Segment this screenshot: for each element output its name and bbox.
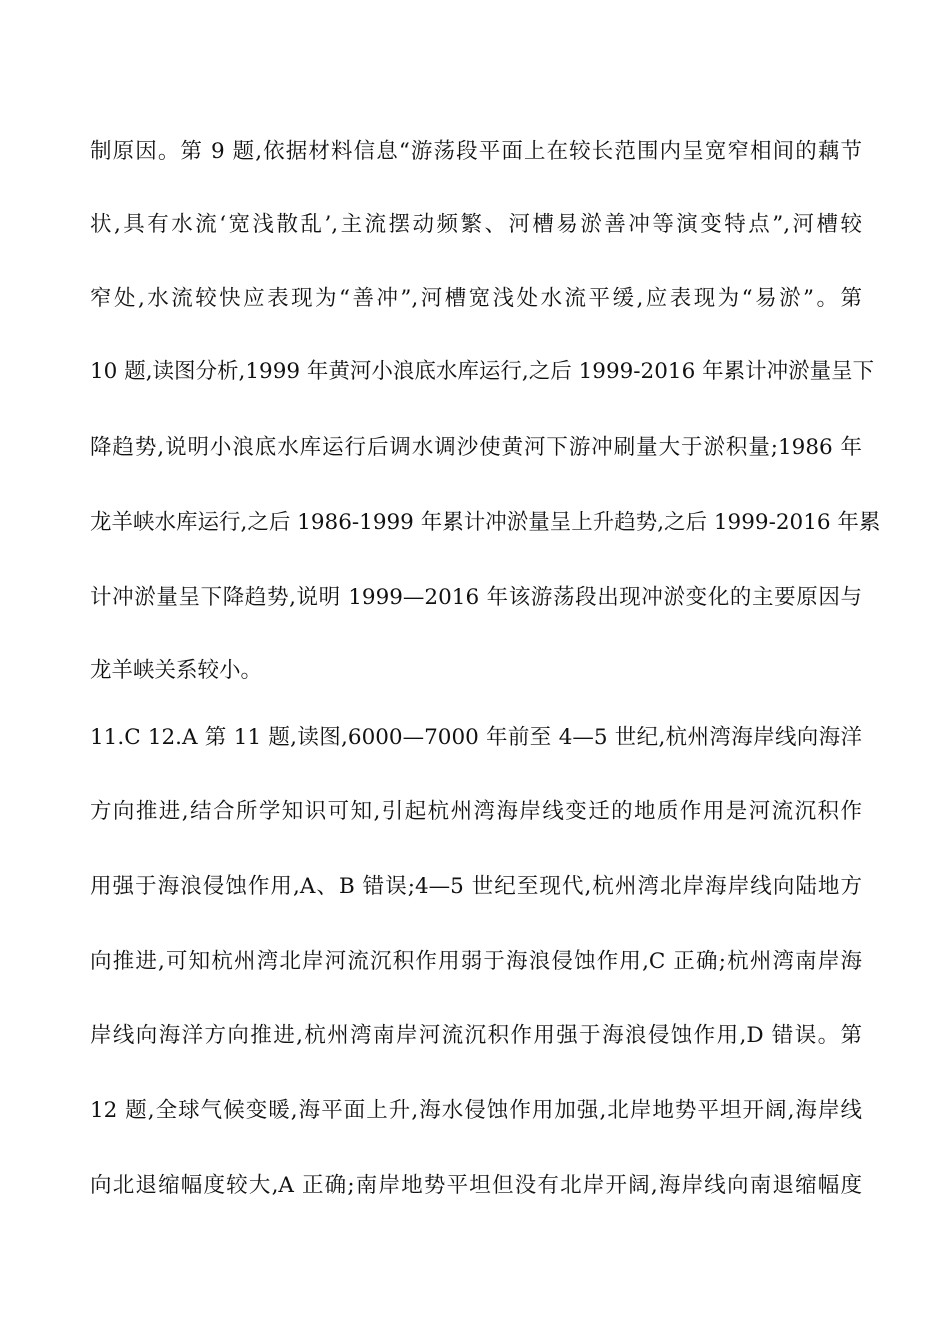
- text-line: 降趋势,说明小浪底水库运行后调水调沙使黄河下游冲刷量大于淤积量;1986 年: [90, 435, 862, 460]
- text-line: 12 题,全球气候变暖,海平面上升,海水侵蚀作用加强,北岸地势平坦开阔,海岸线: [90, 1098, 862, 1123]
- text-line: 用强于海浪侵蚀作用,A、B 错误;4—5 世纪至现代,杭州湾北岸海岸线向陆地方: [90, 874, 862, 899]
- text-line: 岸线向海洋方向推进,杭州湾南岸河流沉积作用强于海浪侵蚀作用,D 错误。第: [90, 1023, 862, 1048]
- text-line: 龙羊峡关系较小。: [90, 658, 263, 683]
- text-line: 龙羊峡水库运行,之后 1986-1999 年累计冲淤量呈上升趋势,之后 1999-2016 年累: [90, 510, 881, 535]
- text-line: 制原因。第 9 题,依据材料信息“游荡段平面上在较长范围内呈宽窄相间的藕节: [90, 139, 862, 164]
- text-line: 向北退缩幅度较大,A 正确;南岸地势平坦但没有北岸开阔,海岸线向南退缩幅度: [90, 1173, 862, 1198]
- text-line: 11.C 12.A 第 11 题,读图,6000—7000 年前至 4—5 世纪,杭州湾海岸线向海洋: [90, 725, 862, 750]
- text-line: 状,具有水流‘宽浅散乱’,主流摆动频繁、河槽易淤善冲等演变特点”,河槽较: [90, 212, 862, 237]
- text-line: 窄处,水流较快应表现为“善冲”,河槽宽浅处水流平缓,应表现为“易淤”。第: [90, 286, 862, 311]
- text-line: 向推进,可知杭州湾北岸河流沉积作用弱于海浪侵蚀作用,C 正确;杭州湾南岸海: [90, 949, 862, 974]
- text-line: 方向推进,结合所学知识可知,引起杭州湾海岸线变迁的地质作用是河流沉积作: [90, 799, 862, 824]
- text-line: 10 题,读图分析,1999 年黄河小浪底水库运行,之后 1999-2016 年累计冲淤量呈下: [90, 359, 875, 384]
- text-line: 计冲淤量呈下降趋势,说明 1999—2016 年该游荡段出现冲淤变化的主要原因与: [90, 585, 862, 610]
